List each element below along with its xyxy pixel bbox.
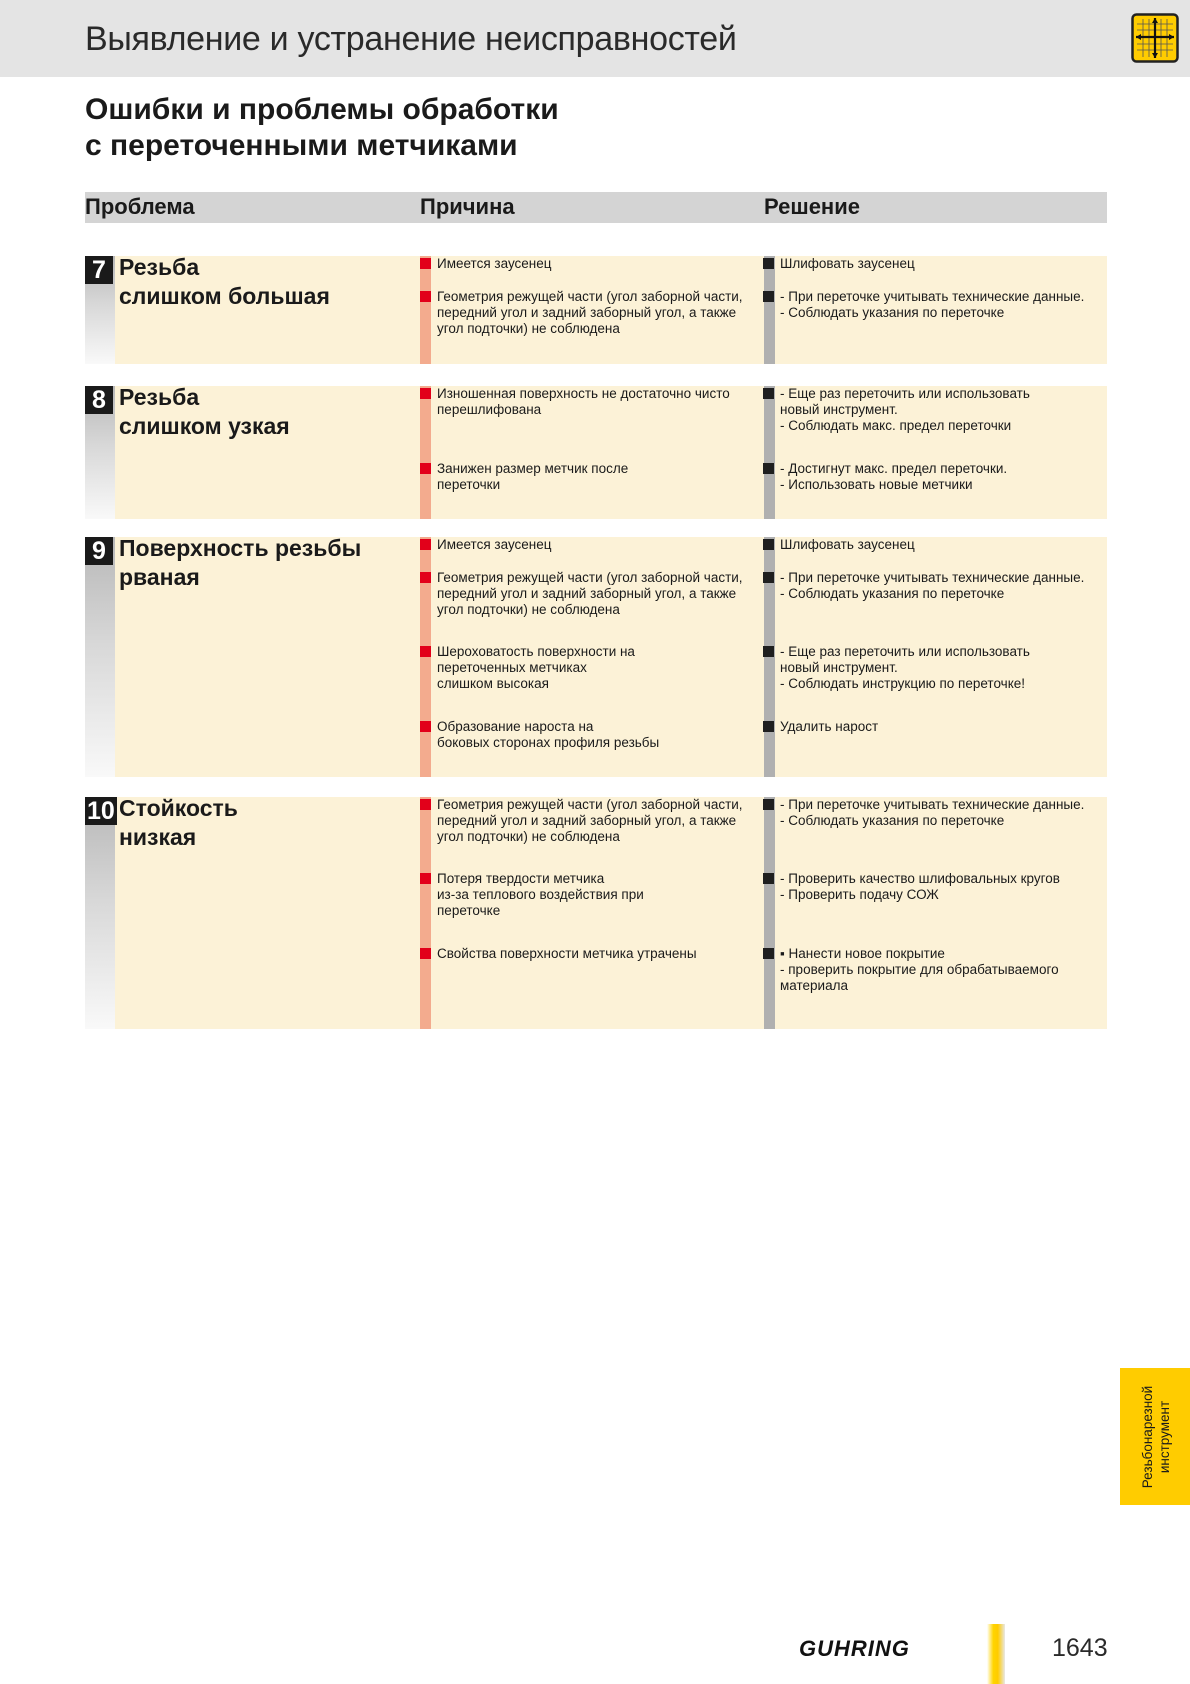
solution-entry — [780, 719, 878, 735]
solution-text: - Проверить качество шлифовальных кругов — [780, 871, 1060, 886]
cause-text: угол подточки) не соблюдена — [437, 321, 620, 336]
solution-text: - Соблюдать макс. предел переточки — [780, 418, 1012, 433]
cause-text: угол подточки) не соблюдена — [437, 829, 620, 844]
cause-strip — [420, 386, 431, 519]
solution-entry — [780, 386, 1030, 434]
footer-stripe — [987, 1624, 1005, 1684]
cause-strip — [420, 256, 431, 364]
solution-text: ▪ Нанести новое покрытие — [780, 946, 945, 961]
solution-marker-icon — [763, 572, 774, 583]
solution-marker-icon — [763, 258, 774, 269]
solution-entry — [780, 256, 915, 272]
guhring-logo: GUHRING — [799, 1636, 910, 1661]
side-tab-label — [1128, 1373, 1184, 1500]
solution-text: материала — [780, 978, 848, 993]
cause-text: Имеется заусенец — [437, 537, 552, 552]
solution-text: - Соблюдать указания по переточке — [780, 586, 1005, 601]
problem-section-7 — [85, 256, 1107, 364]
cause-strip — [420, 797, 431, 1029]
solution-text: - Соблюдать инструкцию по переточке! — [780, 676, 1026, 691]
solution-text: - Использовать новые метчики — [780, 477, 973, 492]
cause-text: боковых сторонах профиля резьбы — [437, 735, 660, 750]
solution-text: - Проверить подачу СОЖ — [780, 887, 939, 902]
cause-entry — [437, 946, 697, 962]
solution-text: - Соблюдать указания по переточке — [780, 813, 1005, 828]
solution-marker-icon — [763, 463, 774, 474]
cause-entry — [437, 256, 552, 272]
page-number: 1643 — [1052, 1634, 1108, 1662]
cause-text: Геометрия режущей части (угол заборной части, — [437, 570, 743, 585]
cause-entry — [437, 797, 743, 845]
solution-marker-icon — [763, 948, 774, 959]
problem-title-line1: Поверхность резьбы — [119, 535, 362, 561]
cause-text: передний угол и задний заборный угол, а также — [437, 813, 737, 828]
cause-entry — [437, 461, 628, 493]
header-title: Выявление и устранение неисправностей — [85, 20, 737, 58]
cause-text: Занижен размер метчик после — [437, 461, 629, 476]
problem-title-line2: слишком большая — [119, 283, 330, 309]
page-title-line1: Ошибки и проблемы обработки — [85, 93, 559, 126]
section-gradient — [85, 797, 115, 1029]
solution-text: - Достигнут макс. предел переточки. — [780, 461, 1008, 476]
problem-title — [119, 383, 290, 441]
cause-marker-icon — [420, 873, 431, 884]
cause-text: Шероховатость поверхности на — [437, 644, 635, 659]
column-header-problem: Проблема — [85, 194, 195, 219]
problem-number: 10 — [87, 797, 115, 825]
cause-text: Геометрия режущей части (угол заборной части, — [437, 797, 743, 812]
cause-text: Геометрия режущей части (угол заборной части, — [437, 289, 743, 304]
problem-title-line1: Стойкость — [119, 795, 238, 821]
solution-text: Шлифовать заусенец — [780, 256, 915, 271]
cause-entry — [437, 289, 743, 337]
solution-text: новый инструмент. — [780, 660, 898, 675]
solution-strip — [764, 386, 775, 519]
cause-marker-icon — [420, 948, 431, 959]
cause-text: из-за теплового воздействия при — [437, 887, 644, 902]
cause-text: Свойства поверхности метчика утрачены — [437, 946, 697, 961]
cause-entry — [437, 644, 635, 692]
solution-entry — [780, 570, 1084, 602]
column-header-bar — [85, 192, 1107, 223]
problem-title — [119, 534, 361, 592]
solution-marker-icon — [763, 799, 774, 810]
page-title-line2: с переточенными метчиками — [85, 129, 518, 162]
solution-strip — [764, 256, 775, 364]
solution-text: - Соблюдать указания по переточке — [780, 305, 1005, 320]
cause-text: переточки — [437, 477, 501, 492]
cause-text: передний угол и задний заборный угол, а также — [437, 305, 737, 320]
solution-text: новый инструмент. — [780, 402, 898, 417]
cause-marker-icon — [420, 539, 431, 550]
solution-marker-icon — [763, 539, 774, 550]
cause-text: Потеря твердости метчика — [437, 871, 605, 886]
solution-text: - Еще раз переточить или использовать — [780, 386, 1030, 401]
cause-text: угол подточки) не соблюдена — [437, 602, 620, 617]
column-header-solution: Решение — [764, 194, 860, 219]
problem-title — [119, 253, 330, 311]
solution-text: - При переточке учитывать технические данные. — [780, 289, 1085, 304]
cause-text: Имеется заусенец — [437, 256, 552, 271]
side-tab-line1: Резьбонарезной — [1140, 1385, 1155, 1488]
solution-strip — [764, 797, 775, 1029]
cause-marker-icon — [420, 258, 431, 269]
cause-text: перешлифована — [437, 402, 542, 417]
solution-marker-icon — [763, 873, 774, 884]
cause-text: передний угол и задний заборный угол, а также — [437, 586, 737, 601]
solution-text: - При переточке учитывать технические данные. — [780, 570, 1085, 585]
cause-text: слишком высокая — [437, 676, 549, 691]
solution-marker-icon — [763, 291, 774, 302]
solution-entry — [780, 871, 1060, 903]
problem-section-9 — [85, 537, 1107, 777]
solution-entry — [780, 289, 1084, 321]
cause-text: переточенных метчиках — [437, 660, 587, 675]
solution-marker-icon — [763, 646, 774, 657]
solution-text: - При переточке учитывать технические данные. — [780, 797, 1085, 812]
solution-text: Шлифовать заусенец — [780, 537, 915, 552]
problem-number: 8 — [85, 386, 113, 414]
cause-marker-icon — [420, 646, 431, 657]
problem-number: 9 — [85, 537, 113, 565]
cause-entry — [437, 386, 730, 418]
problem-title-line1: Резьба — [119, 384, 200, 410]
solution-text: Удалить нарост — [780, 719, 879, 734]
problem-section-10 — [85, 797, 1107, 1029]
solution-marker-icon — [763, 388, 774, 399]
cause-marker-icon — [420, 463, 431, 474]
solution-entry — [780, 946, 1059, 994]
cause-entry — [437, 871, 644, 919]
cause-marker-icon — [420, 388, 431, 399]
solution-entry — [780, 644, 1030, 692]
problem-title — [119, 794, 238, 852]
problem-title-line2: слишком узкая — [119, 413, 290, 439]
solution-text: - проверить покрытие для обрабатываемого — [780, 962, 1059, 977]
cause-text: переточке — [437, 903, 501, 918]
solution-entry — [780, 461, 1007, 493]
solution-entry — [780, 797, 1084, 829]
problem-section-8 — [85, 386, 1107, 519]
solution-marker-icon — [763, 721, 774, 732]
problem-title-line1: Резьба — [119, 254, 200, 280]
problem-title-line2: низкая — [119, 824, 197, 850]
cause-text: Изношенная поверхность не достаточно чисто — [437, 386, 730, 401]
problem-title-line2: рваная — [119, 564, 200, 590]
cause-marker-icon — [420, 572, 431, 583]
column-header-cause: Причина — [420, 194, 515, 219]
cause-marker-icon — [420, 799, 431, 810]
cause-marker-icon — [420, 721, 431, 732]
cause-entry — [437, 537, 552, 553]
cause-marker-icon — [420, 291, 431, 302]
page-title — [85, 92, 559, 164]
side-tab-line2: инструмент — [1157, 1400, 1172, 1473]
cause-entry — [437, 570, 743, 618]
solution-text: - Еще раз переточить или использовать — [780, 644, 1030, 659]
thread-grid-icon — [1131, 13, 1179, 63]
problem-number: 7 — [85, 256, 113, 284]
section-gradient — [85, 537, 115, 777]
cause-text: Образование нароста на — [437, 719, 594, 734]
solution-entry — [780, 537, 915, 553]
cause-entry — [437, 719, 659, 751]
